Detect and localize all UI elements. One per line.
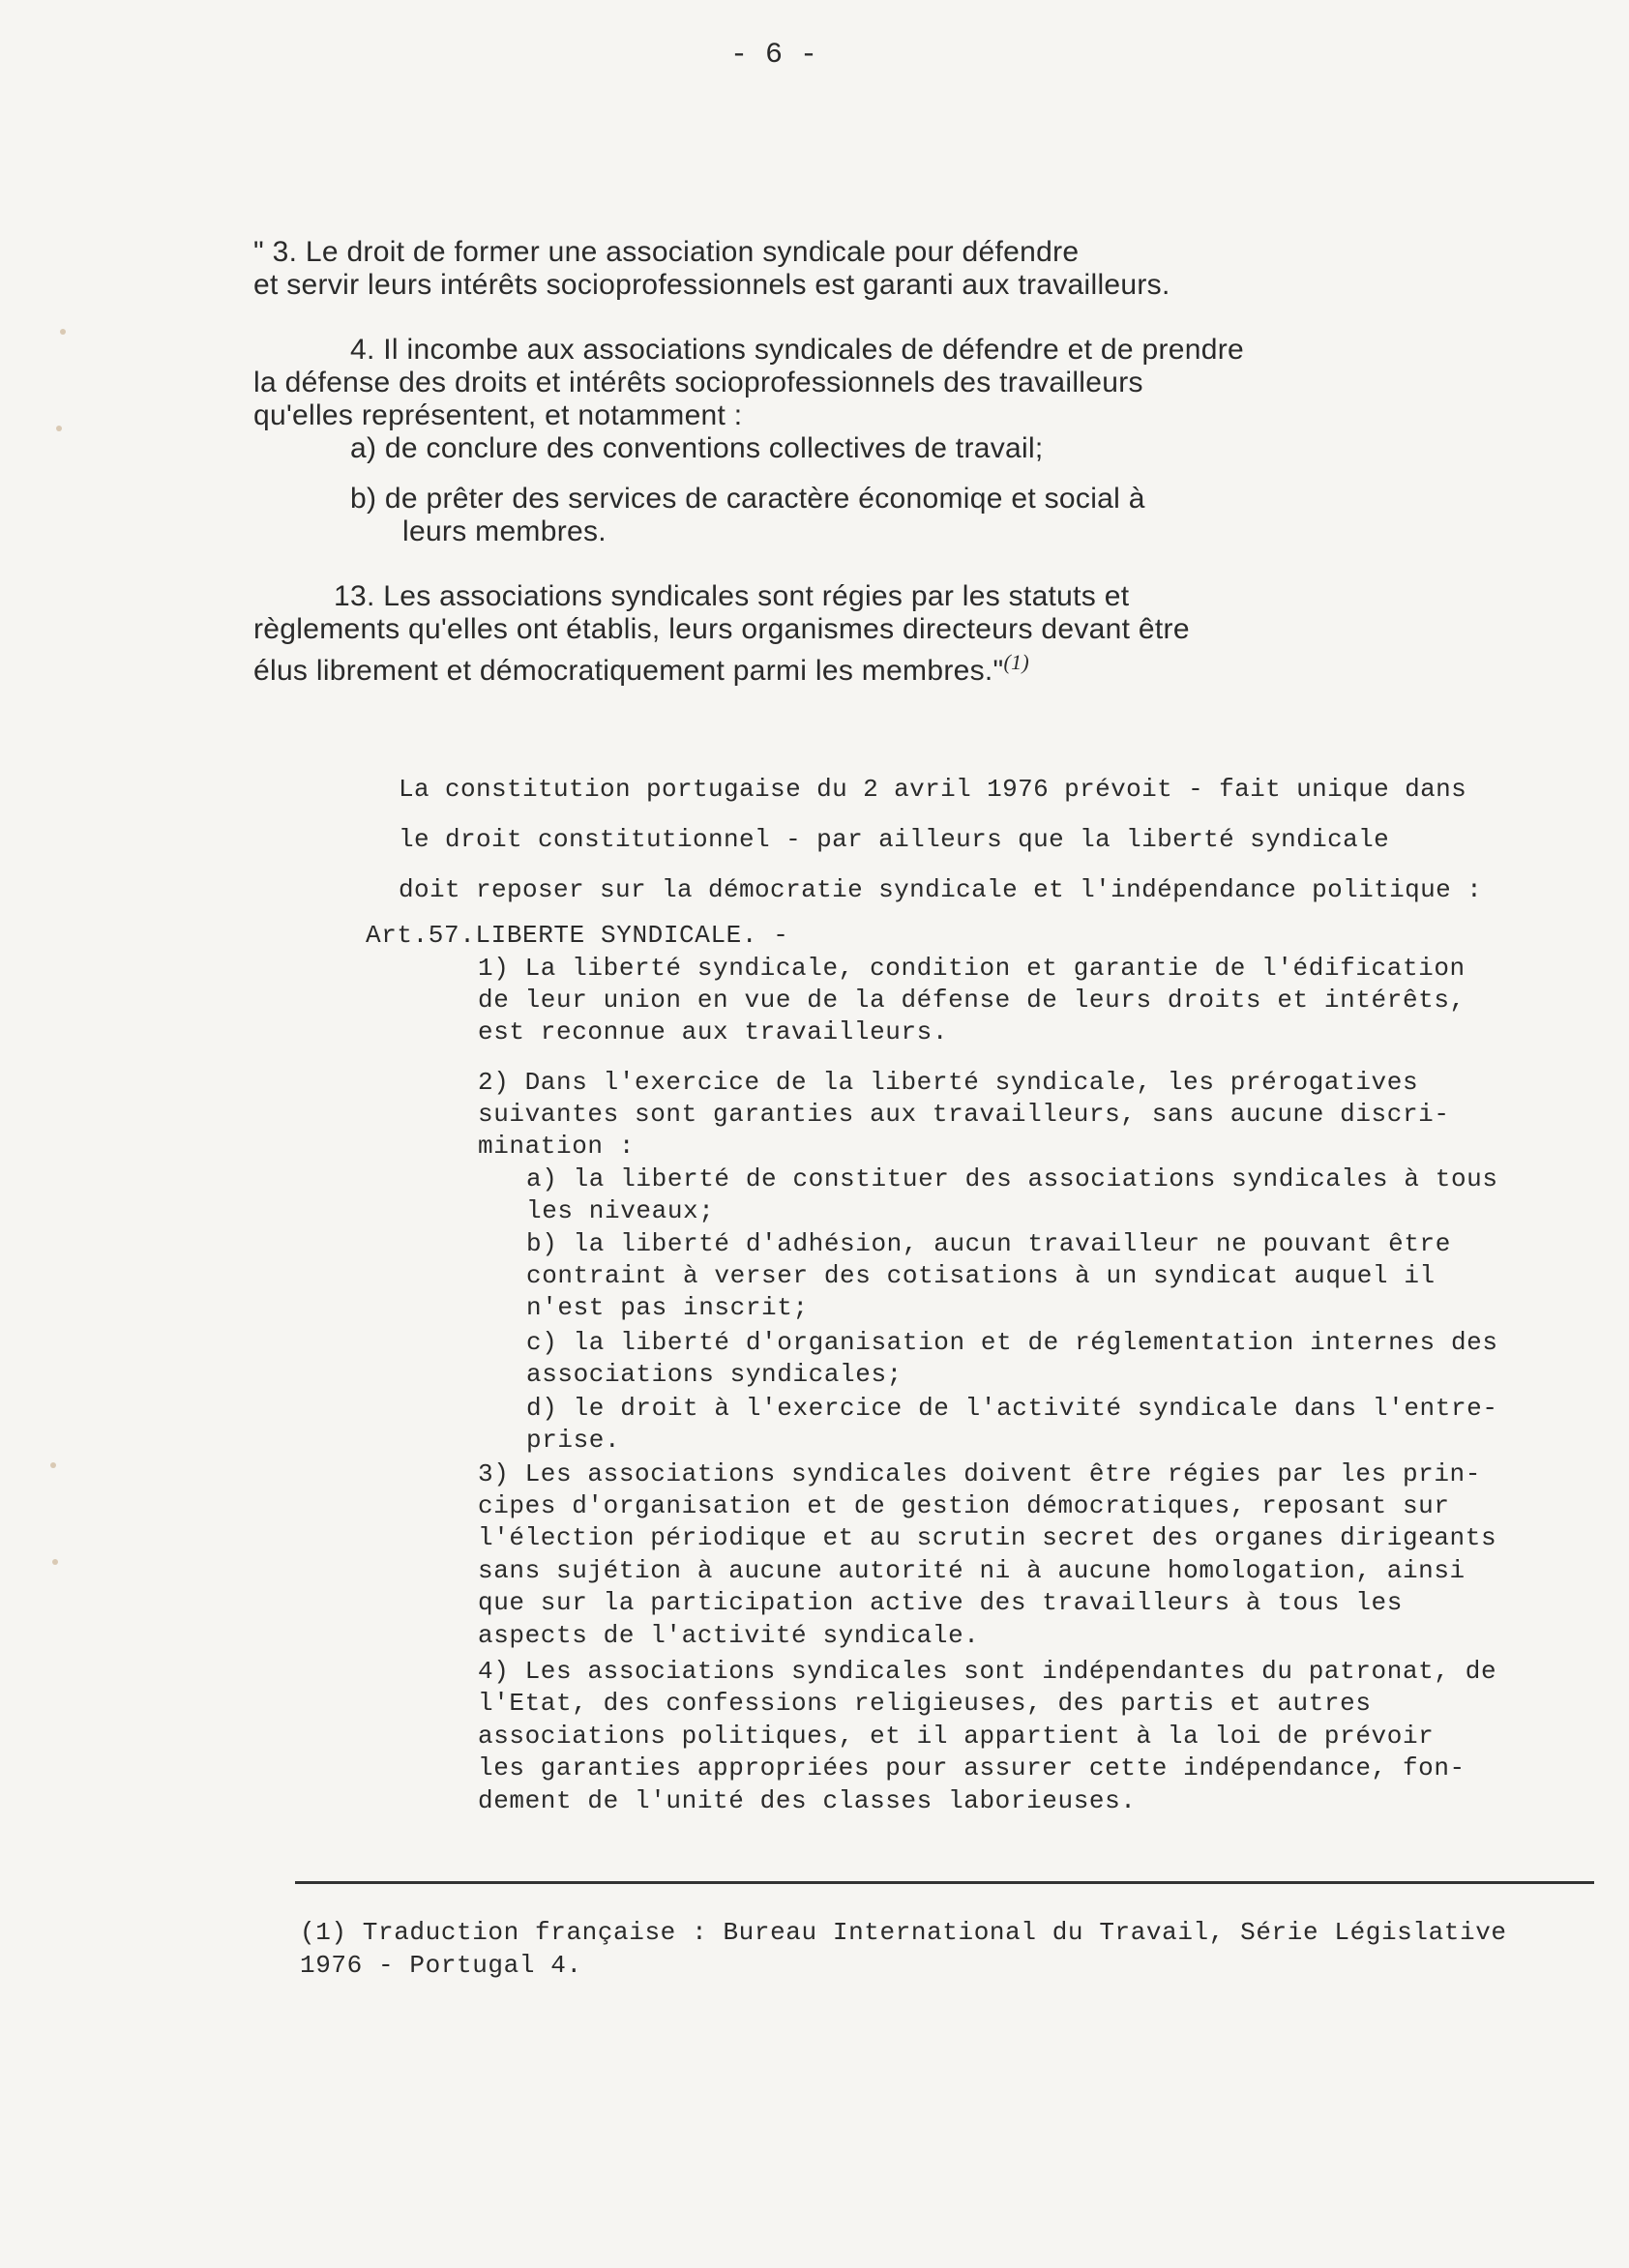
article-s1-line-2: de leur union en vue de la défense de leurs droits et intérêts, — [478, 986, 1466, 1015]
article-s2b-line-2: contraint à verser des cotisations à un syndicat auquel il — [526, 1261, 1436, 1290]
article-s2c-line-2: associations syndicales; — [526, 1360, 903, 1389]
article-s2-line-3: mination : — [478, 1132, 636, 1161]
quote-para-13-line-1: 13. Les associations syndicales sont régies par les statuts et — [334, 580, 1130, 612]
quote-para-3-line-2: et servir leurs intérêts socioprofessionnels est garanti aux travailleurs. — [253, 269, 1170, 301]
article-s2b-line-1: b) la liberté d'adhésion, aucun travailleur ne pouvant être — [526, 1229, 1451, 1258]
footnote-line-1: (1) Traduction française : Bureau International du Travail, Série Législative — [300, 1918, 1507, 1947]
footnote-line-2: 1976 - Portugal 4. — [300, 1951, 582, 1980]
article-s3-line-1: 3) Les associations syndicales doivent être régies par les prin- — [478, 1459, 1481, 1488]
quote-para-4-line-3: qu'elles représentent, et notamment : — [253, 399, 743, 431]
footnote-separator — [295, 1881, 1594, 1884]
article-s3-line-2: cipes d'organisation et de gestion démocratiques, reposant sur — [478, 1491, 1450, 1520]
quote-para-4b-line-2: leurs membres. — [402, 515, 607, 547]
page-number: - 6 - — [729, 39, 817, 72]
footnote-mark: (1) — [1003, 650, 1030, 674]
article-s2d-line-2: prise. — [526, 1426, 621, 1455]
article-s2d-line-1: d) le droit à l'exercice de l'activité syndicale dans l'entre- — [526, 1394, 1498, 1423]
article-s3-line-4: sans sujétion à aucune autorité ni à aucune homologation, ainsi — [478, 1556, 1466, 1585]
article-s3-line-3: l'élection périodique et au scrutin secret des organes dirigeants — [478, 1523, 1497, 1552]
article-s1-line-3: est reconnue aux travailleurs. — [478, 1017, 949, 1046]
article-s4-line-3: associations politiques, et il appartient à la loi de prévoir — [478, 1722, 1435, 1751]
quote-para-4b-line-1: b) de prêter des services de caractère économiqe et social à — [350, 483, 1145, 515]
article-s4-line-5: dement de l'unité des classes laborieuses. — [478, 1786, 1137, 1815]
quote-para-13-line-2: règlements qu'elles ont établis, leurs organismes directeurs devant être — [253, 613, 1190, 645]
article-s3-line-5: que sur la participation active des travailleurs à tous les — [478, 1588, 1403, 1617]
quote-para-4-line-1: 4. Il incombe aux associations syndicales de défendre et de prendre — [350, 334, 1244, 366]
article-s4-line-1: 4) Les associations syndicales sont indépendantes du patronat, de — [478, 1657, 1497, 1686]
article-s4-line-4: les garanties appropriées pour assurer cette indépendance, fon- — [478, 1753, 1466, 1782]
margin-speck — [60, 329, 66, 335]
article-s2-line-2: suivantes sont garanties aux travailleurs, sans aucune discri- — [478, 1100, 1450, 1129]
intro-line-1: La constitution portugaise du 2 avril 1976 prévoit - fait unique dans — [399, 775, 1467, 804]
quote-para-13-line-3: élus librement et démocratiquement parmi les membres."$^{(1)}$ — [253, 650, 1030, 687]
article-s2-line-1: 2) Dans l'exercice de la liberté syndicale, les prérogatives — [478, 1068, 1419, 1097]
article-s1-line-1: 1) La liberté syndicale, condition et garantie de l'édification — [478, 954, 1466, 983]
intro-line-2: le droit constitutionnel - par ailleurs que la liberté syndicale — [399, 825, 1390, 854]
quote-para-3-line-1: " 3. Le droit de former une association syndicale pour défendre — [253, 236, 1080, 268]
article-s4-line-2: l'Etat, des confessions religieuses, des partis et autres — [478, 1689, 1372, 1718]
margin-speck — [52, 1559, 58, 1565]
article-s2b-line-3: n'est pas inscrit; — [526, 1293, 809, 1322]
margin-speck — [50, 1462, 56, 1468]
article-s2c-line-1: c) la liberté d'organisation et de réglementation internes des — [526, 1328, 1498, 1357]
article-s2a-line-1: a) la liberté de constituer des associations syndicales à tous — [526, 1164, 1498, 1193]
article-heading: Art.57.LIBERTE SYNDICALE. - — [366, 921, 789, 950]
intro-line-3: doit reposer sur la démocratie syndicale et l'indépendance politique : — [399, 875, 1483, 904]
margin-speck — [56, 426, 62, 431]
quote-para-4-line-2: la défense des droits et intérêts socioprofessionnels des travailleurs — [253, 367, 1143, 398]
quote-para-4a: a) de conclure des conventions collectives de travail; — [350, 432, 1044, 464]
article-s2a-line-2: les niveaux; — [526, 1196, 715, 1225]
article-s3-line-6: aspects de l'activité syndicale. — [478, 1621, 980, 1650]
